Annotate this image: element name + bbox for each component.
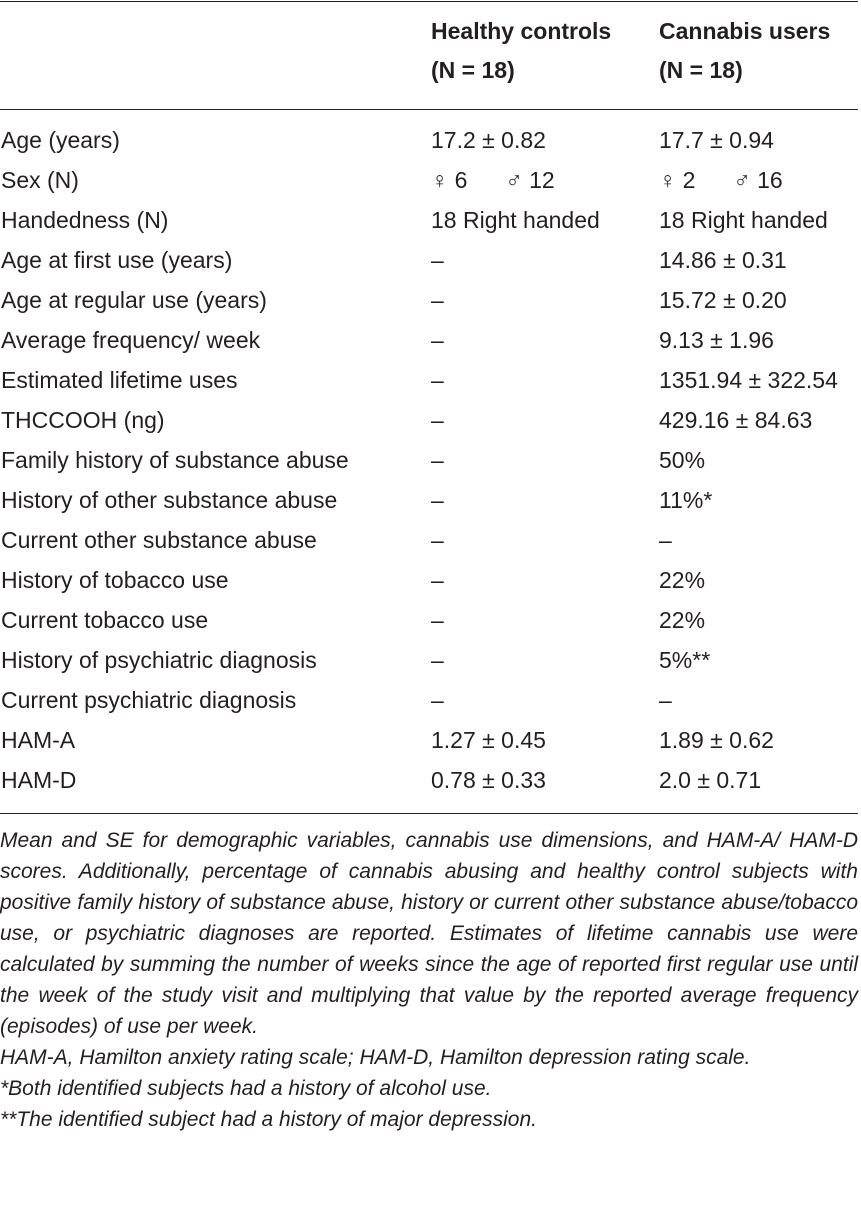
row-label: Age at regular use (years): [1, 287, 267, 313]
cell-healthy: –: [431, 487, 444, 513]
table-row: [0, 440, 858, 480]
male-count: 16: [757, 167, 783, 193]
cell-healthy: –: [431, 367, 444, 393]
row-label: History of tobacco use: [1, 567, 229, 593]
table-top-rule: [0, 1, 858, 2]
row-label: HAM-D: [1, 767, 77, 793]
cell-healthy: 18 Right handed: [431, 207, 600, 233]
row-label: Estimated lifetime uses: [1, 367, 238, 393]
table-note-description: Mean and SE for demographic variables, cannabis use dimensions, and HAM-A/ HAM-D scores. Additionally, percentage of cannabis abusing and healthy control subjects with positive family history of substance abuse, history or current other substance abuse/tobacco use, or psychiatric diagnoses are reported. Estimates of lifetime cannabis use were calculated by summing the number of weeks since the age of reported first regular use until the week of the study visit and multiplying that value by the reported average frequency (episodes) of use per week.: [0, 829, 858, 1038]
row-label: History of psychiatric diagnosis: [1, 647, 317, 673]
row-label: HAM-A: [1, 727, 76, 753]
cell-healthy: 17.2 ± 0.82: [431, 127, 546, 153]
table-row: [0, 240, 858, 280]
header-separator-rule: [0, 109, 858, 110]
column-header-label: Healthy controls: [431, 18, 612, 44]
cell-healthy: –: [431, 607, 444, 633]
column-header-healthy-controls: [431, 12, 611, 90]
cell-cannabis: –: [659, 527, 672, 553]
table-row: [0, 640, 858, 680]
cell-healthy: –: [431, 567, 444, 593]
cell-cannabis: 22%: [659, 567, 706, 593]
column-header-n: (N = 18): [431, 57, 515, 83]
cell-healthy: –: [431, 407, 444, 433]
cell-cannabis: 1351.94 ± 322.54: [659, 367, 838, 393]
footnote-single-asterisk: *Both identified subjects had a history of alcohol use.: [0, 1077, 492, 1100]
table-row: [0, 520, 858, 560]
cell-healthy: –: [431, 247, 444, 273]
table-row: [0, 600, 858, 640]
table-row: [0, 120, 858, 160]
female-count: 2: [682, 167, 696, 193]
row-label: Age at first use (years): [1, 247, 233, 273]
cell-cannabis: 1.89 ± 0.62: [659, 727, 774, 753]
table-row: [0, 400, 858, 440]
cell-healthy: –: [431, 527, 444, 553]
cell-healthy: –: [431, 447, 444, 473]
table-note-abbreviations: HAM-A, Hamilton anxiety rating scale; HAM-D, Hamilton depression rating scale.: [0, 1046, 751, 1069]
cell-cannabis: 5%**: [659, 647, 711, 673]
table-row: [0, 720, 858, 760]
table-bottom-rule: [0, 813, 858, 814]
cell-healthy: –: [431, 287, 444, 313]
row-label: Current tobacco use: [1, 607, 209, 633]
cell-cannabis: 18 Right handed: [659, 207, 828, 233]
table-row: [0, 280, 858, 320]
table-row: [0, 760, 858, 800]
table-row: [0, 360, 858, 400]
cell-cannabis: 9.13 ± 1.96: [659, 327, 774, 353]
cell-cannabis: 22%: [659, 607, 706, 633]
cell-healthy: –: [431, 647, 444, 673]
cell-healthy: –: [431, 327, 444, 353]
row-label: Family history of substance abuse: [1, 447, 349, 473]
row-label: Age (years): [1, 127, 120, 153]
female-count: 6: [454, 167, 468, 193]
female-icon: ♀: [659, 167, 677, 193]
cell-healthy: –: [431, 687, 444, 713]
cell-cannabis: 11%*: [659, 487, 713, 513]
male-icon: ♂: [733, 167, 751, 193]
column-header-label: Cannabis users: [659, 18, 831, 44]
cell-cannabis: 429.16 ± 84.63: [659, 407, 813, 433]
table-row: [0, 480, 858, 520]
row-label: Current psychiatric diagnosis: [1, 687, 297, 713]
table-row: [0, 160, 858, 200]
cell-cannabis: 50%: [659, 447, 706, 473]
male-icon: ♂: [505, 167, 523, 193]
cell-healthy: [431, 160, 555, 200]
table-body: [0, 120, 858, 800]
table-row: [0, 320, 858, 360]
male-count: 12: [529, 167, 555, 193]
table-row: [0, 560, 858, 600]
cell-cannabis: 15.72 ± 0.20: [659, 287, 787, 313]
footnote-double-asterisk: **The identified subject had a history of major depression.: [0, 1108, 537, 1131]
table-row: [0, 200, 858, 240]
column-header-cannabis-users: [659, 12, 830, 90]
cell-cannabis: [659, 160, 783, 200]
row-label: Handedness (N): [1, 207, 169, 233]
female-icon: ♀: [431, 167, 449, 193]
row-label: History of other substance abuse: [1, 487, 338, 513]
row-label: Average frequency/ week: [1, 327, 261, 353]
row-label: Current other substance abuse: [1, 527, 317, 553]
column-header-n: (N = 18): [659, 57, 743, 83]
row-label: THCCOOH (ng): [1, 407, 165, 433]
table-row: [0, 680, 858, 720]
cell-cannabis: 14.86 ± 0.31: [659, 247, 787, 273]
table-notes: [0, 825, 858, 1135]
cell-cannabis: 2.0 ± 0.71: [659, 767, 762, 793]
cell-cannabis: –: [659, 687, 672, 713]
cell-cannabis: 17.7 ± 0.94: [659, 127, 774, 153]
cell-healthy: 1.27 ± 0.45: [431, 727, 546, 753]
row-label: Sex (N): [1, 167, 79, 193]
cell-healthy: 0.78 ± 0.33: [431, 767, 546, 793]
